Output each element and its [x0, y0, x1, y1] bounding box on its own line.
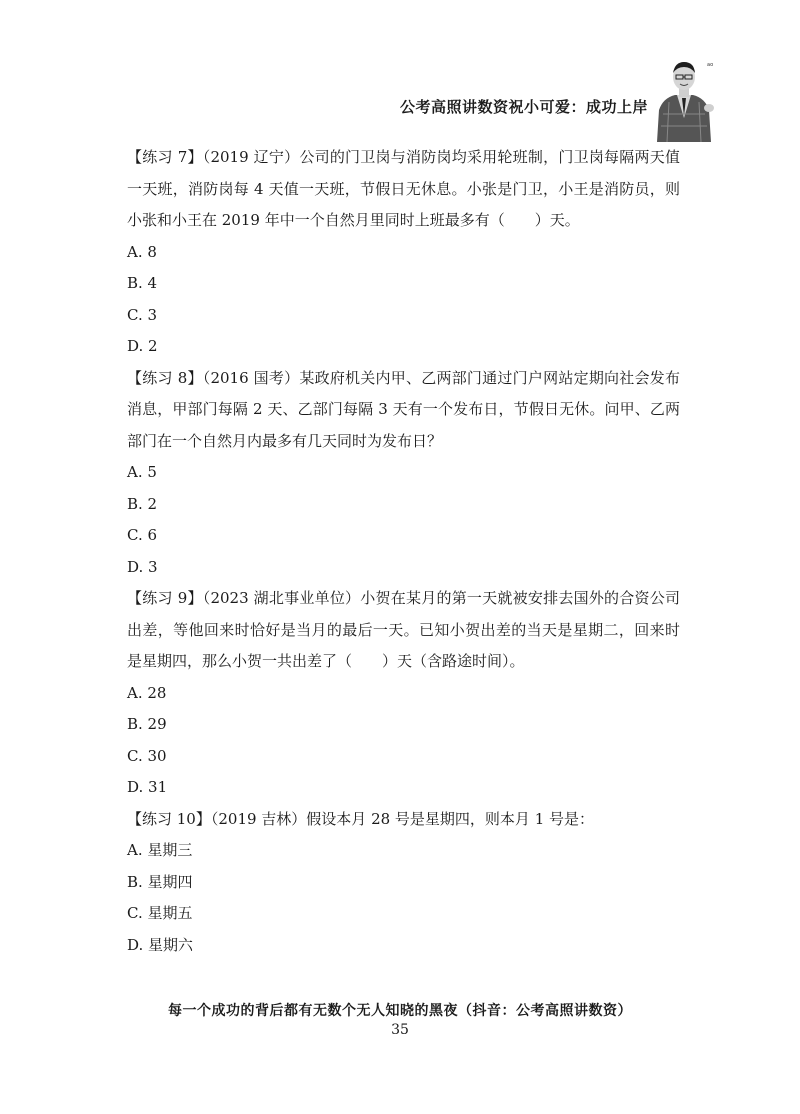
question-8-text: 【练习 8】（2016 国考）某政府机关内甲、乙两部门通过门户网站定期向社会发布消息，甲部门每隔 2 天、乙部门每隔 3 天有一个发布日，节假日无休。问甲、乙两部门在一个自然月内最多有几天同时为发布日？: [127, 368, 680, 450]
question-7-text: 【练习 7】（2019 辽宁）公司的门卫岗与消防岗均采用轮班制，门卫岗每隔两天值一天班，消防岗每 4 天值一天班，节假日无休息。小张是门卫，小王是消防员，则小张和小王在 2019 年中一个自然月里同时上班最多有（ ）天。: [127, 148, 680, 229]
question-10-option-a: A. 星期三: [127, 841, 193, 859]
question-8-option-c: C. 6: [127, 526, 158, 544]
question-7-option-a: A. 8: [127, 242, 157, 261]
question-9-option-b: B. 29: [127, 715, 167, 733]
question-10-text: 【练习 10】（2019 吉林）假设本月 28 号是星期四，则本月 1 号是：: [127, 809, 595, 828]
question-9-option-a: A. 28: [127, 683, 167, 702]
page-number: 35: [391, 1022, 409, 1038]
question-9-option-d: D. 31: [127, 778, 168, 796]
question-10-option-d: D. 星期六: [127, 935, 194, 954]
question-7-option-d: D. 2: [127, 337, 158, 355]
footer-slogan: 每一个成功的背后都有无数个无人知晓的黑夜（抖音：公考高照讲数资）: [168, 1003, 632, 1019]
question-7-option-b: B. 4: [127, 274, 158, 292]
svg-text:ao: ao: [707, 62, 714, 68]
question-7-option-c: C. 3: [127, 305, 158, 324]
question-10-option-c: C. 星期五: [127, 904, 193, 922]
question-8-option-b: B. 2: [127, 494, 158, 513]
question-8-option-a: A. 5: [127, 463, 157, 481]
question-9-option-c: C. 30: [127, 746, 167, 765]
question-10-option-b: B. 星期四: [127, 872, 193, 891]
main-content: [127, 142, 680, 961]
question-8-option-d: D. 3: [127, 557, 158, 576]
question-9-text: 【练习 9】（2023 湖北事业单位）小贺在某月的第一天就被安排去国外的合资公司出差，等他回来时恰好是当月的最后一天。已知小贺出差的当天是星期二，回来时是星期四，那么小贺一共出差了（ ）天（含路途时间）。: [127, 589, 680, 670]
presenter-photo: [649, 58, 719, 142]
header-title: 公考高照讲数资祝小可爱：成功上岸: [399, 98, 648, 116]
